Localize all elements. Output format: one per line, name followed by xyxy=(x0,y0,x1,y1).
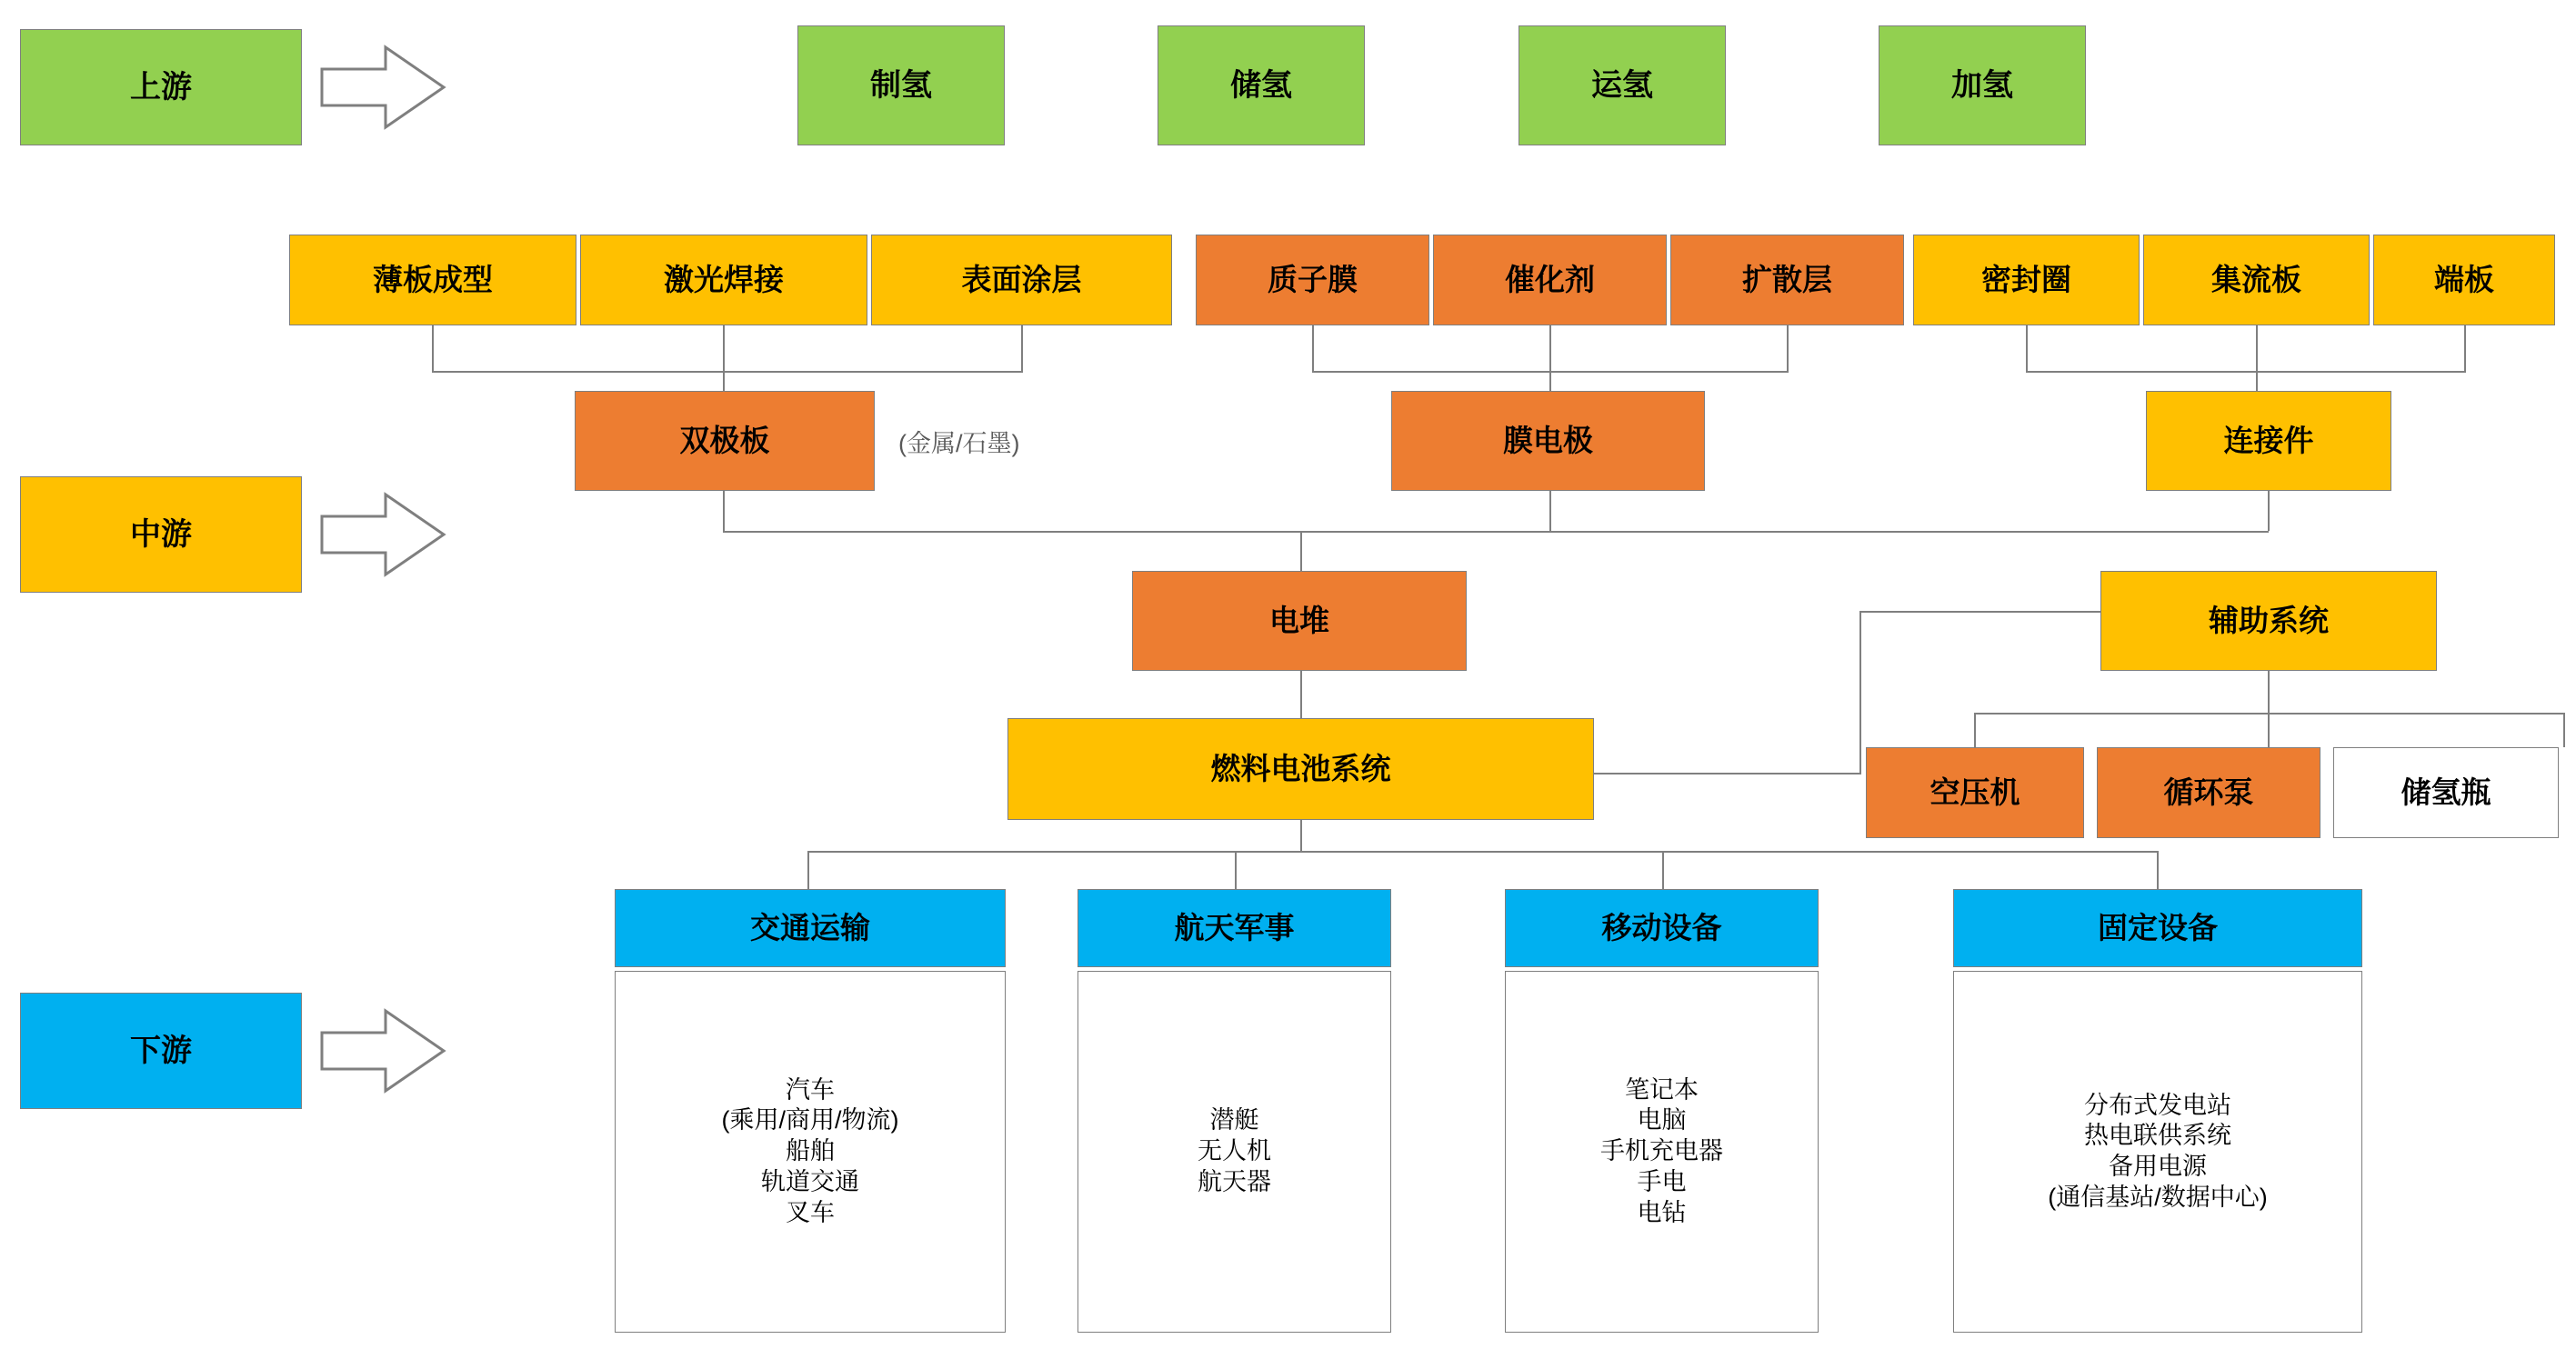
connector-line xyxy=(1974,713,1976,747)
stage-label-downstream: 下游 xyxy=(20,993,302,1109)
app-header-jiaotongyunshu[interactable]: 交通运输 xyxy=(615,889,1006,967)
app-body-yidongshebei xyxy=(1505,971,1819,1333)
app-item: 叉车 xyxy=(786,1198,835,1226)
app-header-gudingshebei[interactable]: 固定设备 xyxy=(1953,889,2362,967)
connector-line xyxy=(723,531,2269,533)
connector-line xyxy=(2256,371,2258,391)
aux-part-kongyaji[interactable]: 空压机 xyxy=(1866,747,2084,838)
app-item: 分布式发电站 xyxy=(2084,1091,2231,1119)
node-diandui[interactable]: 电堆 xyxy=(1132,571,1467,671)
stage-label-midstream: 中游 xyxy=(20,476,302,593)
part-duanban[interactable]: 端板 xyxy=(2373,235,2555,325)
connector-line xyxy=(1593,773,1861,774)
part-mifengquan[interactable]: 密封圈 xyxy=(1913,235,2140,325)
connector-line xyxy=(2026,371,2466,373)
upstream-node-yunqing[interactable]: 运氢 xyxy=(1519,25,1726,145)
app-item: (乘用/商用/物流) xyxy=(721,1106,899,1134)
connector-line xyxy=(2268,713,2270,747)
app-body-gudingshebei xyxy=(1953,971,2362,1333)
connector-line xyxy=(2563,713,2565,747)
app-item: 手机充电器 xyxy=(1600,1137,1723,1165)
aux-part-xunhuanbeng[interactable]: 循环泵 xyxy=(2097,747,2320,838)
connector-line xyxy=(807,851,809,889)
node-ranliaodianchixitong[interactable]: 燃料电池系统 xyxy=(1007,718,1594,820)
connector-line xyxy=(1549,371,1551,391)
aux-part-chuqingping[interactable]: 储氢瓶 xyxy=(2333,747,2559,838)
connector-line xyxy=(1662,851,1664,889)
connector-line xyxy=(723,325,725,371)
app-item: 汽车 xyxy=(786,1075,835,1104)
connector-line xyxy=(1300,531,1302,571)
connector-line xyxy=(2268,491,2270,531)
connector-line xyxy=(723,371,725,391)
app-item: 轨道交通 xyxy=(761,1167,859,1195)
connector-line xyxy=(1300,671,1302,716)
connector-line xyxy=(1021,325,1023,371)
part-zhizimo[interactable]: 质子膜 xyxy=(1196,235,1429,325)
connector-line xyxy=(1312,325,1314,371)
arrow-downstream-icon xyxy=(320,1007,447,1094)
connector-line xyxy=(1859,611,1861,774)
app-item: 备用电源 xyxy=(2109,1153,2207,1180)
connector-line xyxy=(723,491,725,531)
app-item: 手电 xyxy=(1637,1167,1687,1195)
connector-line xyxy=(1549,325,1551,371)
app-item: 航天器 xyxy=(1198,1167,1271,1195)
app-item: 船舶 xyxy=(786,1137,835,1165)
connector-line xyxy=(432,371,1023,373)
app-body-jiaotongyunshu xyxy=(615,971,1006,1333)
app-item: 热电联供系统 xyxy=(2084,1122,2231,1150)
part-jiguanghanjie[interactable]: 激光焊接 xyxy=(580,235,867,325)
upstream-node-chuqing[interactable]: 储氢 xyxy=(1158,25,1365,145)
app-item: 电钻 xyxy=(1637,1198,1687,1226)
part-baobanchengxing[interactable]: 薄板成型 xyxy=(289,235,576,325)
assembly-shuangjiban[interactable]: 双极板 xyxy=(575,391,875,491)
app-item: 电脑 xyxy=(1637,1106,1687,1134)
app-item: 潜艇 xyxy=(1209,1106,1259,1134)
connector-line xyxy=(432,325,434,371)
app-header-hangtianjunshi[interactable]: 航天军事 xyxy=(1078,889,1391,967)
connector-line xyxy=(1859,611,2100,613)
node-fuzhuxitong[interactable]: 辅助系统 xyxy=(2100,571,2437,671)
part-biaomiantuceng[interactable]: 表面涂层 xyxy=(871,235,1172,325)
connector-line xyxy=(2256,325,2258,371)
connector-line xyxy=(1787,325,1789,371)
app-body-hangtianjunshi xyxy=(1078,971,1391,1333)
app-header-yidongshebei[interactable]: 移动设备 xyxy=(1505,889,1819,967)
app-item: 笔记本 xyxy=(1625,1075,1699,1104)
connector-line xyxy=(2464,325,2466,371)
part-kuosanceng[interactable]: 扩散层 xyxy=(1670,235,1904,325)
connector-line xyxy=(1549,491,1551,531)
part-cuihuaji[interactable]: 催化剂 xyxy=(1433,235,1667,325)
connector-line xyxy=(807,851,2157,853)
arrow-midstream-icon xyxy=(320,491,447,578)
upstream-node-jiaqing[interactable]: 加氢 xyxy=(1879,25,2086,145)
stage-label-upstream: 上游 xyxy=(20,29,302,145)
upstream-node-zhiqing[interactable]: 制氢 xyxy=(797,25,1005,145)
connector-line xyxy=(2157,851,2159,889)
arrow-upstream-icon xyxy=(320,44,447,131)
connector-line xyxy=(1300,820,1302,851)
connector-line xyxy=(2026,325,2028,371)
part-jiliuban[interactable]: 集流板 xyxy=(2143,235,2370,325)
assembly-shuangjiban-note: (金属/石墨) xyxy=(898,430,1020,457)
assembly-lianjiejian[interactable]: 连接件 xyxy=(2146,391,2391,491)
assembly-modianji[interactable]: 膜电极 xyxy=(1391,391,1705,491)
app-item: (通信基站/数据中心) xyxy=(2048,1183,2268,1211)
app-item: 无人机 xyxy=(1198,1137,1271,1165)
connector-line xyxy=(1235,851,1237,889)
connector-line xyxy=(2268,671,2270,713)
